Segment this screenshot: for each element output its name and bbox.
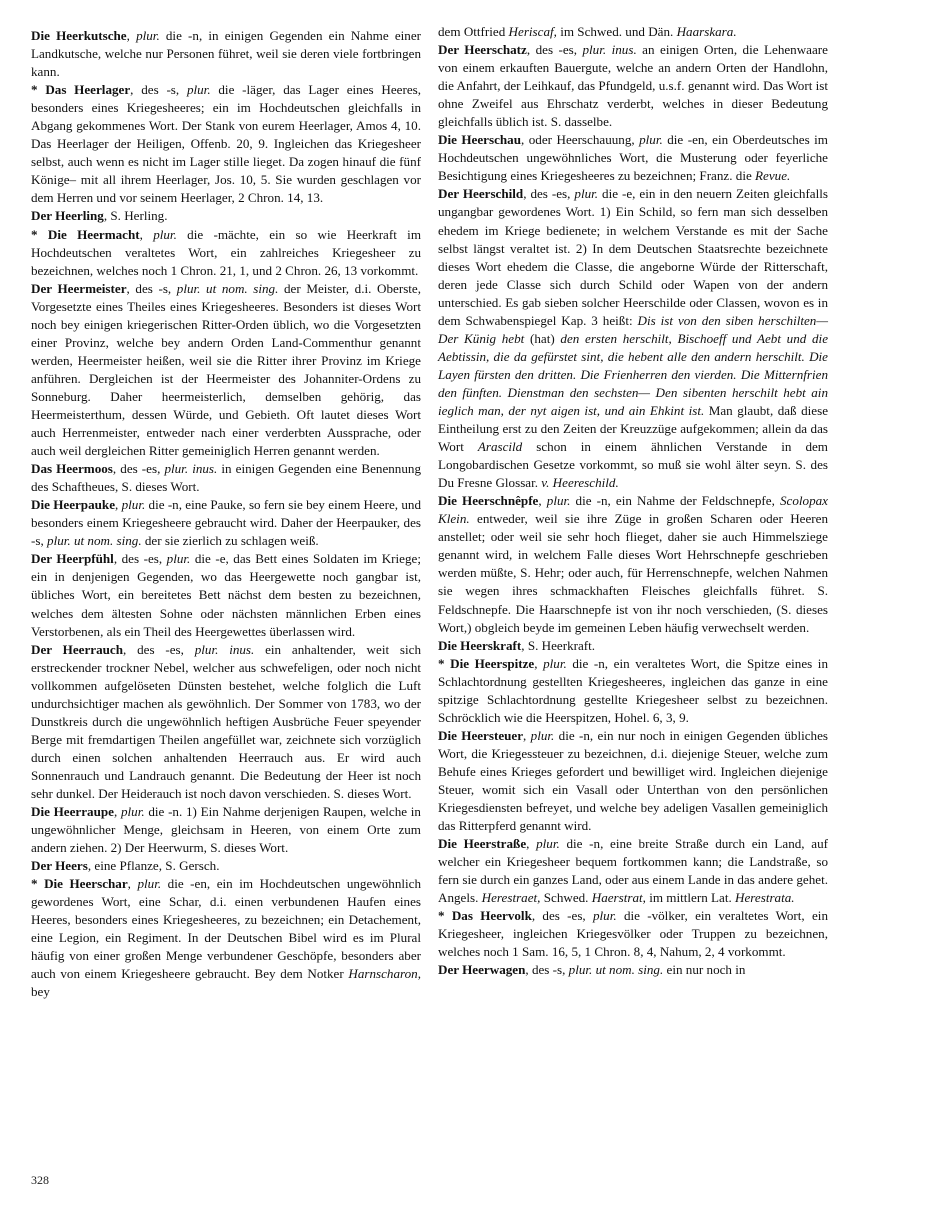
entry-headword: Der Heermeister [31, 280, 127, 296]
entry-text: der sie zierlich zu schlagen weiß. [141, 533, 319, 549]
dictionary-entry [31, 550, 421, 640]
entry-italic-text: Harnscharon, [348, 966, 421, 982]
entry-text: , des -s, [126, 280, 177, 296]
entry-text: , [115, 497, 122, 513]
dictionary-entry [31, 496, 421, 550]
entry-text: ein anhaltender, weit sich erstreckender trockner Nebel, welcher aus schwefeligen, oder noch nicht vollkommen aufgelöseten Dünsten bestehet, welche folglich die Luft undurchsichtiger machen als gewöhnlich. Der Sommer von 1783, wo der Dunstkreis durch die ungewöhnlich heftigen Ausbrüche Feuer speyender Berge mit fremdartigen Theilen angefüllet war, zeichnete sich vorzüglich durch einen solchen anhaltenden Heerrauch aus. Er wird auch Sonnenrauch und Landrauch genannt. Die Bedeutung der Heer ist noch sehr dunkel. Der Heiderauch ist noch davon verschieden. S. dieses Wort. [31, 641, 421, 801]
entry-italic-text: plur. [574, 186, 599, 202]
entry-text: , S. Herling. [103, 208, 168, 224]
dictionary-entry [31, 875, 421, 1001]
entry-text: in einigen Gegenden eine Benennung des Schaftheues, S. dieses Wort. [31, 461, 421, 495]
entry-text: im Schwed. und Dän. [556, 24, 677, 39]
left-column [31, 27, 421, 1002]
dictionary-entry [31, 207, 421, 225]
entry-text: bey [31, 984, 50, 1000]
entry-text: die -n, ein nur noch in einigen Gegenden übliches Wort, die Kriegessteuer zu bezeichnen, d.i. diejenige Steuer, welche zum Behufe eines Krieges gefordert und bewilliget wird. Ingleichen diejenige Steuer, womit sich ein Vasall oder Unterthan von den persönlichen Kriegesdiensten befreyet, und welche bey adeligen Vasallen gemeiniglich das Ritterpferd genannt wird. [438, 727, 828, 834]
entry-italic-text: plur. [186, 82, 211, 98]
entry-italic-text: Revue. [755, 168, 791, 184]
entry-italic-text: plur. [166, 551, 191, 567]
entry-italic-text: Herestraet, [481, 890, 541, 906]
entry-headword: Der Heerling [31, 208, 104, 224]
entry-text: ein nur noch in [663, 962, 746, 978]
entry-text: , [538, 493, 547, 509]
entry-italic-text: plur. [137, 876, 162, 892]
entry-text: (hat) [524, 330, 561, 346]
entry-italic-text: plur. [136, 28, 160, 43]
entry-text: , eine Pflanze, S. Gersch. [87, 858, 220, 874]
entry-italic-text: plur. inus. [194, 641, 255, 657]
entry-text: die -n. 1) Ein Nahme derjenigen Raupen, welche in ungewöhnlicher Menge, gleichsam in Heeren, von einem Orte zum andern ziehen. 2) Der Heerwurm, S. dieses Wort. [31, 804, 421, 856]
page-number: 328 [31, 1173, 49, 1187]
entry-italic-text: plur. [120, 804, 145, 820]
entry-headword: * Die Heerschar [31, 876, 128, 892]
entry-text: dem Ottfried [438, 24, 509, 39]
entry-text: an einigen Orten, die Lehenwaare von einem erkauften Bauergute, welche an andern Orten der Handlohn, die Anfahrt, der Leihkauf, das Pfundgeld, u.s.f. genannt wird. Das Wort ist ohne Zweifel aus Ehrschatz verderbt, welches in dieser Bedeutung gleichfalls üblich ist. S. dasselbe. [438, 42, 828, 130]
entry-text: der Meister, d.i. Oberste, Vorgesetzte eines Theiles eines Kriegesheeres. Besonders ist dieses Wort noch bey einigen kriegerischen Ritter-Orden üblich, wo die Vorgesetzten einer Provinz, welche bey andern Orden Land-Commenthur genannt werden, Heermeister heißen, weil sie die Ritter ihrer Provinz im Kriege anführen. Dergleichen ist der Heermeister des Johanniter-Ordens zu Sonneburg. Daher heermeisterlich, demselben gehörig, das Heermeisterthum, dessen Würde, und Gebieth. Oft lautet dieses Wort auch Herrenmeister, entweder nach einer verderbten Aussprache, oder auch weil dergleichen Ritter gemeiniglich Herren genannt werden. [31, 280, 422, 459]
dictionary-entry [31, 857, 421, 875]
dictionary-entry [438, 727, 828, 835]
entry-text: , des -es, [526, 42, 583, 58]
entry-headword: Der Heerrauch [31, 641, 124, 657]
entry-italic-text: plur. [543, 655, 567, 671]
entry-text: , [139, 226, 154, 242]
entry-text: die -n, ein Nahme der Feldschnepfe, [570, 493, 780, 509]
dictionary-entry [31, 641, 421, 803]
entry-headword: Der Heerschild [438, 186, 524, 202]
entry-headword: Das Heermoos [31, 461, 113, 477]
entry-italic-text: plur. ut nom. sing. [176, 280, 279, 296]
entry-italic-text: Scolopax Klein. [438, 493, 828, 527]
entry-text: , des -es, [113, 551, 167, 567]
entry-text: , [534, 655, 544, 671]
entry-text: , oder Heerschauung, [521, 132, 640, 148]
entry-headword: Der Heers [31, 858, 88, 874]
entry-text: die -en, ein im Hochdeutschen ungewöhnlich gewordenes Wort, eine Schar, d.i. einen verbundenen Haufen eines Heeres, besonders eines Kriegesheeres, zu bezeichnen; ein Detachement, eine Legion, ein Regiment. In der Deutschen Bibel wird es im Plural häufig von einer großen Menge verbundener Geschöpfe, besonders aber auch von einem Kriegesheere gebraucht. Bey dem Notker [31, 876, 421, 982]
dictionary-entry [438, 131, 828, 185]
entry-italic-text: plur. [639, 132, 663, 148]
entry-italic-text: plur. inus. [582, 42, 637, 58]
dictionary-entry [438, 492, 828, 636]
dictionary-entry [438, 185, 828, 492]
entry-italic-text: den ersten herschilt, Bischoeff und Aebt und die Aebtissin, die da gefürstet sint, die hebent alle den andern herschilt. Die Layen fürsten den dritten. Die Frienherren den vierden. Die Mitternfrien den fünften. Dienstman den sechsten— Den sibenten herschilt hebt ain ieglich man, der nyt aigen ist, und ain Ehkint ist. [438, 330, 829, 418]
entry-text: , [126, 28, 137, 43]
entry-text: im mittlern Lat. [645, 890, 736, 906]
entry-headword: Der Heerschatz [438, 42, 527, 58]
entry-headword: Die Heerschnêpfe [438, 493, 539, 509]
entry-italic-text: Haarskara. [676, 24, 737, 39]
entry-italic-text: plur. ut nom. sing. [47, 533, 142, 549]
entry-headword: Die Heerraupe [31, 804, 114, 820]
entry-italic-text: Haerstrat, [591, 890, 646, 906]
dictionary-entry [438, 637, 828, 655]
entry-text: , [127, 876, 138, 892]
entry-italic-text: plur. ut nom. sing. [568, 962, 664, 978]
entry-text: Man glaubt, daß diese Eintheilung erst zu den Zeiten der Kreuzzüge aufgekommen; allein da das Wort [438, 402, 829, 455]
dictionary-entry [438, 41, 828, 131]
entry-text: , [113, 804, 121, 820]
entry-text: Schwed. [540, 890, 592, 906]
dictionary-entry [31, 27, 421, 81]
entry-italic-text: Heriscaf, [508, 24, 557, 39]
dictionary-entry [31, 81, 421, 207]
dictionary-entry [31, 803, 421, 857]
entry-text: , [526, 836, 537, 852]
entry-italic-text: Dis ist von den siben herschilten— Der Künig hebt [438, 312, 828, 346]
entry-text: , des -es, [523, 186, 575, 202]
entry-headword: Die Heersteuer [438, 727, 524, 743]
entry-headword: * Das Heervolk [438, 908, 532, 924]
entry-headword: * Das Heerlager [31, 82, 131, 98]
dictionary-entry [31, 280, 421, 460]
entry-headword: * Die Heermacht [31, 226, 140, 242]
entry-text: die -n, ein veraltetes Wort, die Spitze eines in Schlachtordnung gestellten Kriegesheeres, ingleichen das ganze in eine spitzige Schlachtordnung gestellte Kriegesheer selbst zu bezeichnen. Schröcklich wie die Heerspitzen, Hohel. 6, 3, 9. [438, 655, 828, 725]
right-column [438, 23, 828, 979]
entry-text: , des -s, [525, 962, 569, 978]
entry-headword: Die Heerskraft [438, 637, 522, 653]
entry-italic-text: v. Heereschild. [541, 475, 619, 491]
entry-italic-text: Herestrata. [735, 890, 795, 906]
entry-headword: Die Heerschau [438, 132, 522, 148]
dictionary-entry [31, 226, 421, 280]
entry-text: die -e, das Bett eines Soldaten im Kriege; ein in denjenigen Gegenden, wo das Heergewette noch gangbar ist, übliches Wort, ein bereitetes Bett nächst dem besten zu bezeichnen, welches dem ältesten Sohne oder nächsten männlichen Erben eines Verstorbenen, als ein Theil des Heergewettes überlassen wird. [31, 551, 421, 639]
dictionary-entry [438, 907, 828, 961]
entry-text: , des -es, [112, 461, 165, 477]
entry-headword: Die Heerpauke [31, 497, 116, 513]
entry-text: , S. Heerkraft. [521, 637, 596, 653]
entry-text: die -mächte, ein so wie Heerkraft im Hochdeutschen veraltetes Wort, ein zahlreiches Kriegesheer zu bezeichnen, welches noch 1 Chron. 21, 1, und 2 Chron. 26, 13 vorkommt. [31, 226, 422, 278]
entry-italic-text: plur. inus. [164, 461, 218, 477]
entry-italic-text: plur. [536, 836, 560, 852]
entry-headword: Der Heerwagen [438, 962, 526, 978]
entry-text: schon in einem ähnlichen Verstande in dem Longobardischen Gesetze vorkommt, so muß sie wohl älter seyn. S. des Du Fresne Glossar. [438, 439, 828, 491]
entry-text: , [523, 727, 531, 743]
entry-text: die -n, in einigen Gegenden ein Nahme einer Landkutsche, welche nur Personen führet, weil sie deren viele fortbringen kann. [31, 28, 421, 80]
dictionary-entry [31, 460, 421, 496]
entry-italic-text: Arascild [477, 439, 523, 455]
entry-text: , des -es, [123, 641, 195, 657]
entry-text: die -läger, das Lager eines Heeres, besonders eines Kriegesheeres; ein im Hochdeutschen gleichfalls in Abgang gekommenes Wort. Der Stank von eurem Heerlager, Amos 4, 10. Das Heerlager der Heiligen, Offenb. 20, 9. Ingleichen das Kriegesheer selbst, auch wenn es nicht im Lager stille lieget. Da zogen hinauf die fünf Könige– mit all ihrem Heerlager, Jos. 10, 5. Sie wurden geschlagen vor dem Herren und vor seinem Heerlager, 2 Chron. 14, 13. [31, 82, 422, 206]
entry-text: , des -s, [130, 82, 187, 98]
entry-italic-text: plur. [153, 226, 177, 242]
entry-text: entweder, weil sie ihre Züge in großen Scharen oder Heeren anstellet; oder weil sie sehr hoch flieget, daher sie auch Himmelsziege genannt wird, in welchem Falle dieses Wort Hehrschnepfe geschrieben werden müßte, S. Hehr; oder auch, für Herrenschnepfe, welchen Nahmen sie wegen ihres schmackhaften Fleisches gleichfalls führet. S. Feldschnepfe. Die Haarschnepfe ist von ihr noch verschieden, (S. dieses Wort,) obgleich beyde im gemeinen Leben häufig verwechselt werden. [438, 511, 828, 635]
entry-text: , des -es, [531, 908, 593, 924]
entry-text: die -völker, ein veraltetes Wort, ein Kriegesheer, ingleichen Kriegesvölker oder Truppen zu bezeichnen, welches noch 1 Sam. 16, 5, 1 Chron. 8, 4, Nahum, 2, 4 vorkommt. [438, 908, 828, 960]
entry-text: die -n, eine breite Straße durch ein Land, auf welcher ein Kriegesheer bequem fortkommen kann; die Landstraße, so fern sie durch ein ganzes Land, oder aus einem Lande in das andere gehet. Angels. [438, 836, 828, 906]
entry-text: die -n, eine Pauke, so fern sie bey einem Heere, und besonders einem Kriegesheere gebraucht wird. Daher der Heerpauker, des -s, [31, 497, 421, 549]
entry-italic-text: plur. [593, 908, 617, 924]
entry-italic-text: plur. [530, 727, 555, 743]
entry-headword: * Die Heerspitze [438, 655, 535, 671]
dictionary-entry [438, 23, 828, 41]
entry-italic-text: plur. [121, 497, 146, 513]
entry-headword: Die Heerstraße [438, 836, 527, 852]
dictionary-entry [438, 655, 828, 727]
entry-headword: Der Heerpfühl [31, 551, 114, 567]
entry-headword: Die Heerkutsche [31, 28, 127, 43]
dictionary-entry [438, 835, 828, 907]
dictionary-entry [438, 961, 828, 979]
entry-italic-text: plur. [546, 493, 571, 509]
entry-text: die -e, ein in den neuern Zeiten gleichfalls ungangbar gewordenes Wort. 1) Ein Schild, so fern man sich desselben ehedem im Kriege bedienete; in welchem Verstande es mit der Sache selbst längst veraltet ist. 2) In dem Deutschen Staatsrechte bezeichnete dieses Wort ehedem die Classe, die angeborne Würde der Ritterschaft, deren jede Classe sich durch Schild oder Wapen von der andern unterschied. Es gab sieben solcher Heerschilde oder Classen, wovon es in dem Schwabenspiegel Kap. 3 heißt: [438, 186, 828, 328]
entry-text: die -en, ein Oberdeutsches im Hochdeutschen ungewöhnliches Wort, die Musterung oder feyerliche Besichtigung eines Kriegesheeres zu bezeichnen; Franz. die [438, 132, 828, 184]
